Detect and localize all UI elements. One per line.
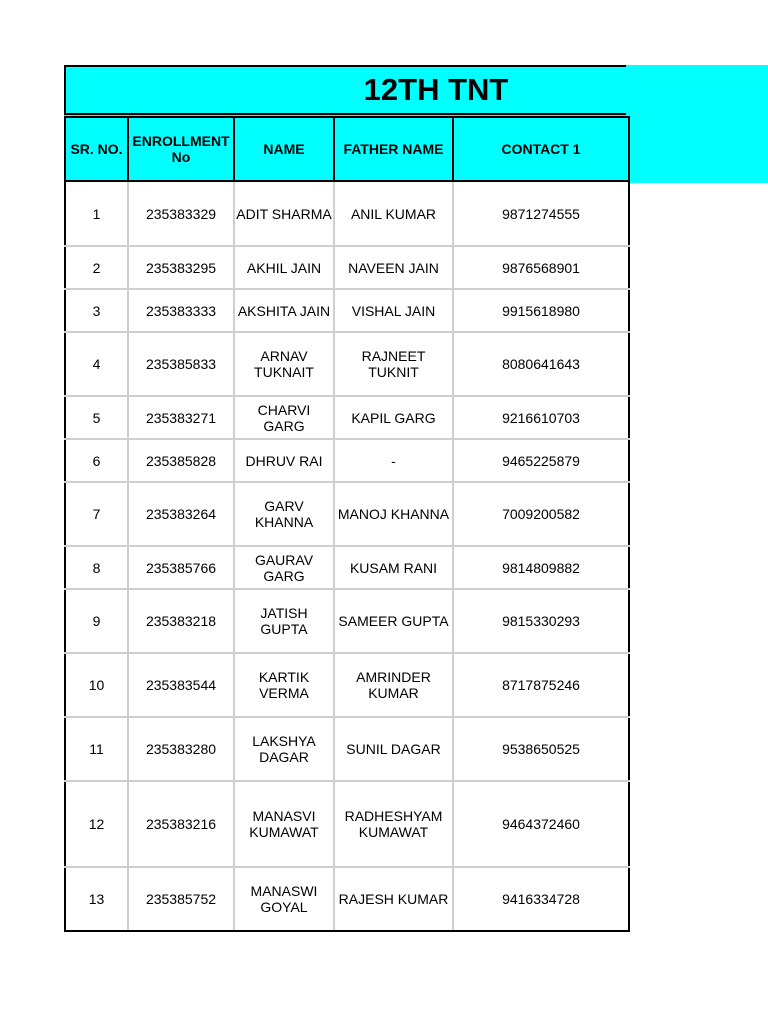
cell-enrollment[interactable]: 235385752 [128, 867, 234, 931]
cell-sr-no[interactable]: 6 [65, 439, 128, 482]
cell-enrollment[interactable]: 235383295 [128, 246, 234, 289]
cell-father-name[interactable]: AMRINDER KUMAR [334, 653, 453, 717]
cell-enrollment[interactable]: 235383544 [128, 653, 234, 717]
cell-father-name[interactable]: RAJNEET TUKNIT [334, 332, 453, 396]
table-row [65, 439, 629, 482]
table-row [65, 867, 629, 931]
cell-name[interactable]: JATISH GUPTA [234, 589, 334, 653]
cell-name[interactable]: ADIT SHARMA [234, 181, 334, 246]
cell-sr-no[interactable]: 13 [65, 867, 128, 931]
table-row [65, 546, 629, 589]
cell-contact[interactable]: 8717875246 [453, 653, 629, 717]
cell-name[interactable]: ARNAV TUKNAIT [234, 332, 334, 396]
cell-name[interactable]: MANASWI GOYAL [234, 867, 334, 931]
cell-enrollment[interactable]: 235383216 [128, 781, 234, 867]
table-row [65, 781, 629, 867]
column-header-name[interactable]: NAME [234, 117, 334, 181]
table-row [65, 181, 629, 246]
cell-contact[interactable]: 7009200582 [453, 482, 629, 546]
cell-contact[interactable]: 9465225879 [453, 439, 629, 482]
cell-contact[interactable]: 9815330293 [453, 589, 629, 653]
cell-sr-no[interactable]: 8 [65, 546, 128, 589]
cell-name[interactable]: AKHIL JAIN [234, 246, 334, 289]
cell-father-name[interactable]: MANOJ KHANNA [334, 482, 453, 546]
cell-name[interactable]: CHARVI GARG [234, 396, 334, 439]
table-row [65, 653, 629, 717]
table-row [65, 589, 629, 653]
cell-father-name[interactable]: NAVEEN JAIN [334, 246, 453, 289]
cell-father-name[interactable]: KAPIL GARG [334, 396, 453, 439]
cell-sr-no[interactable]: 4 [65, 332, 128, 396]
cell-enrollment[interactable]: 235383333 [128, 289, 234, 332]
cell-father-name[interactable]: VISHAL JAIN [334, 289, 453, 332]
table-header [65, 117, 629, 181]
cell-father-name[interactable]: SUNIL DAGAR [334, 717, 453, 781]
cell-father-name[interactable]: RADHESHYAM KUMAWAT [334, 781, 453, 867]
cell-contact[interactable]: 9876568901 [453, 246, 629, 289]
cell-name[interactable]: AKSHITA JAIN [234, 289, 334, 332]
column-header-enrollment[interactable]: ENROLLMENT No [128, 117, 234, 181]
cell-enrollment[interactable]: 235383264 [128, 482, 234, 546]
cell-enrollment[interactable]: 235383329 [128, 181, 234, 246]
cell-enrollment[interactable]: 235383271 [128, 396, 234, 439]
table-row [65, 717, 629, 781]
cell-name[interactable]: DHRUV RAI [234, 439, 334, 482]
cell-contact[interactable]: 9216610703 [453, 396, 629, 439]
table-row [65, 396, 629, 439]
cell-contact[interactable]: 9416334728 [453, 867, 629, 931]
cell-name[interactable]: GARV KHANNA [234, 482, 334, 546]
cell-sr-no[interactable]: 2 [65, 246, 128, 289]
cell-enrollment[interactable]: 235385766 [128, 546, 234, 589]
cell-name[interactable]: KARTIK VERMA [234, 653, 334, 717]
cell-sr-no[interactable]: 9 [65, 589, 128, 653]
cell-contact[interactable]: 9464372460 [453, 781, 629, 867]
cell-name[interactable]: GAURAV GARG [234, 546, 334, 589]
table-row [65, 289, 629, 332]
cell-contact[interactable]: 8080641643 [453, 332, 629, 396]
cell-sr-no[interactable]: 3 [65, 289, 128, 332]
cell-father-name[interactable]: KUSAM RANI [334, 546, 453, 589]
cell-name[interactable]: MANASVI KUMAWAT [234, 781, 334, 867]
cell-name[interactable]: LAKSHYA DAGAR [234, 717, 334, 781]
cell-contact[interactable]: 9814809882 [453, 546, 629, 589]
cell-father-name[interactable]: - [334, 439, 453, 482]
cell-father-name[interactable]: ANIL KUMAR [334, 181, 453, 246]
cell-contact[interactable]: 9871274555 [453, 181, 629, 246]
cell-sr-no[interactable]: 12 [65, 781, 128, 867]
sheet-title: 12TH TNT [363, 72, 509, 107]
table-body [65, 181, 629, 931]
cell-enrollment[interactable]: 235383218 [128, 589, 234, 653]
header-row [65, 117, 629, 181]
cell-sr-no[interactable]: 11 [65, 717, 128, 781]
column-header-contact[interactable]: CONTACT 1 [453, 117, 629, 181]
cell-sr-no[interactable]: 7 [65, 482, 128, 546]
table-row [65, 482, 629, 546]
cell-father-name[interactable]: SAMEER GUPTA [334, 589, 453, 653]
table-row [65, 332, 629, 396]
table-row [65, 246, 629, 289]
cell-sr-no[interactable]: 5 [65, 396, 128, 439]
cell-contact[interactable]: 9538650525 [453, 717, 629, 781]
student-table [64, 116, 630, 932]
cell-enrollment[interactable]: 235383280 [128, 717, 234, 781]
column-header-sr-no[interactable]: SR. NO. [65, 117, 128, 181]
cell-enrollment[interactable]: 235385833 [128, 332, 234, 396]
cell-contact[interactable]: 9915618980 [453, 289, 629, 332]
cell-enrollment[interactable]: 235385828 [128, 439, 234, 482]
cell-sr-no[interactable]: 10 [65, 653, 128, 717]
cell-sr-no[interactable]: 1 [65, 181, 128, 246]
column-header-father-name[interactable]: FATHER NAME [334, 117, 453, 181]
cell-father-name[interactable]: RAJESH KUMAR [334, 867, 453, 931]
